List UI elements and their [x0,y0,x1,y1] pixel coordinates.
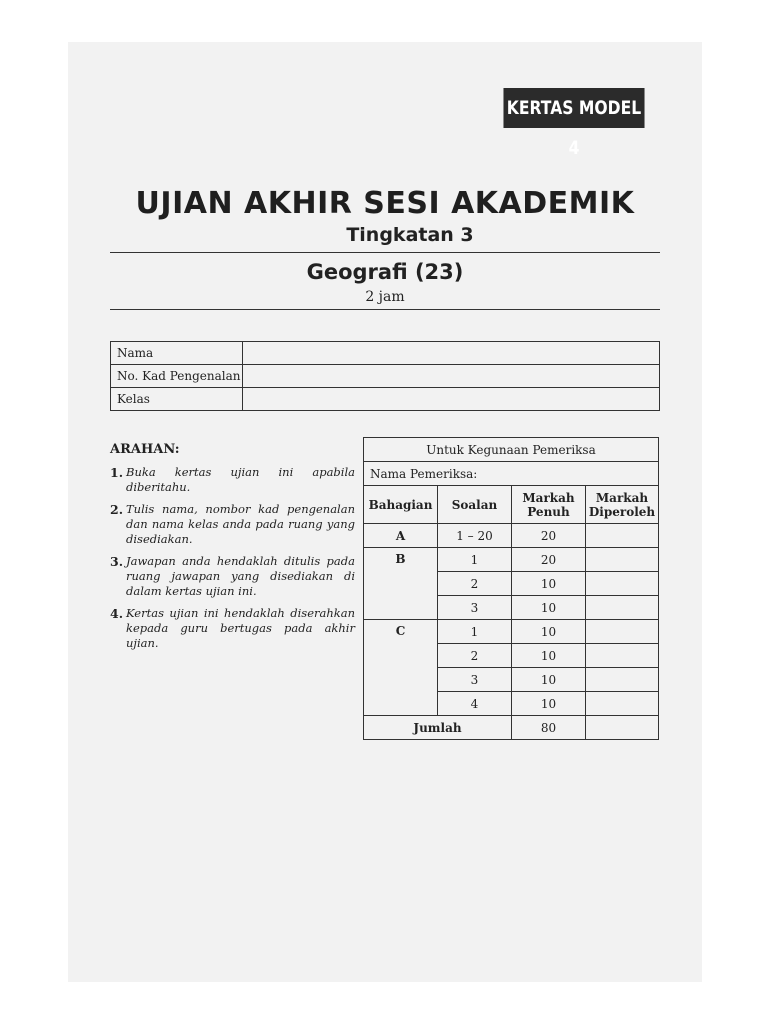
instruction-item [110,502,355,547]
instruction-item [110,606,355,651]
markah-diperoleh-cell[interactable] [586,692,659,716]
soalan-cell: 4 [438,692,512,716]
id-row-ic [111,365,660,388]
id-label: Kelas [111,388,243,411]
exam-subject: Geografi (23) [306,260,464,284]
instruction-item [110,554,355,599]
section-label: C [364,620,438,716]
instructions [110,442,355,658]
soalan-cell: 1 – 20 [438,524,512,548]
id-row-nama [111,342,660,365]
markah-penuh-cell: 10 [512,644,586,668]
exam-title: UJIAN AKHIR SESI AKADEMIK [135,186,635,221]
examiner-title: Untuk Kegunaan Pemeriksa [364,438,659,462]
model-badge: KERTAS MODEL 4 [503,88,644,128]
instruction-number: 3. [110,554,124,569]
examiner-title-row [364,438,659,462]
instruction-text: Buka kertas ujian ini apabila diberitahu. [126,465,355,494]
markah-diperoleh-cell[interactable] [586,524,659,548]
markah-penuh-cell: 10 [512,572,586,596]
total-label: Jumlah [364,716,512,740]
instruction-number: 1. [110,465,124,480]
markah-penuh-cell: 10 [512,668,586,692]
id-answer-field[interactable] [243,365,660,388]
markah-penuh-cell: 20 [512,524,586,548]
id-answer-field[interactable] [243,388,660,411]
soalan-cell: 3 [438,668,512,692]
instruction-item [110,465,355,495]
examiner-table [363,437,659,740]
markah-diperoleh-cell[interactable] [586,596,659,620]
id-row-kelas [111,388,660,411]
soalan-cell: 2 [438,644,512,668]
header-markah-penuh: Markah Penuh [512,486,586,524]
instruction-text: Kertas ujian ini hendaklah diserahkan kepada guru bertugas pada akhir ujian. [126,606,355,650]
markah-diperoleh-cell[interactable] [586,572,659,596]
exam-level: Tingkatan 3 [346,224,474,246]
examiner-header-row [364,486,659,524]
instruction-number: 4. [110,606,124,621]
markah-diperoleh-cell[interactable] [586,548,659,572]
markah-diperoleh-cell[interactable] [586,668,659,692]
id-answer-field[interactable] [243,342,660,365]
soalan-cell: 1 [438,548,512,572]
divider-line [110,309,660,310]
section-label: A [364,524,438,548]
soalan-cell: 1 [438,620,512,644]
header-markah-diperoleh: Markah Diperoleh [586,486,659,524]
total-row [364,716,659,740]
markah-penuh-cell: 20 [512,548,586,572]
instruction-text: Jawapan anda hendaklah ditulis pada ruang jawapan yang disediakan di dalam kertas ujian ini. [126,554,355,598]
student-id-table [110,341,660,411]
examiner-name-label: Nama Pemeriksa: [364,462,659,486]
markah-diperoleh-cell[interactable] [586,620,659,644]
table-row [364,548,659,572]
instruction-number: 2. [110,502,124,517]
table-row [364,524,659,548]
table-row [364,620,659,644]
header-soalan: Soalan [438,486,512,524]
markah-diperoleh-cell[interactable] [586,644,659,668]
soalan-cell: 3 [438,596,512,620]
header-bahagian: Bahagian [364,486,438,524]
total-diperoleh-cell[interactable] [586,716,659,740]
exam-duration: 2 jam [365,289,405,305]
markah-penuh-cell: 10 [512,596,586,620]
section-label: B [364,548,438,620]
divider-line [110,252,660,253]
id-label: Nama [111,342,243,365]
instructions-heading: ARAHAN: [110,442,180,457]
examiner-name-row [364,462,659,486]
id-label: No. Kad Pengenalan [111,365,243,388]
markah-penuh-cell: 10 [512,620,586,644]
total-value: 80 [512,716,586,740]
instruction-text: Tulis nama, nombor kad pengenalan dan nama kelas anda pada ruang yang disediakan. [126,502,355,546]
soalan-cell: 2 [438,572,512,596]
markah-penuh-cell: 10 [512,692,586,716]
